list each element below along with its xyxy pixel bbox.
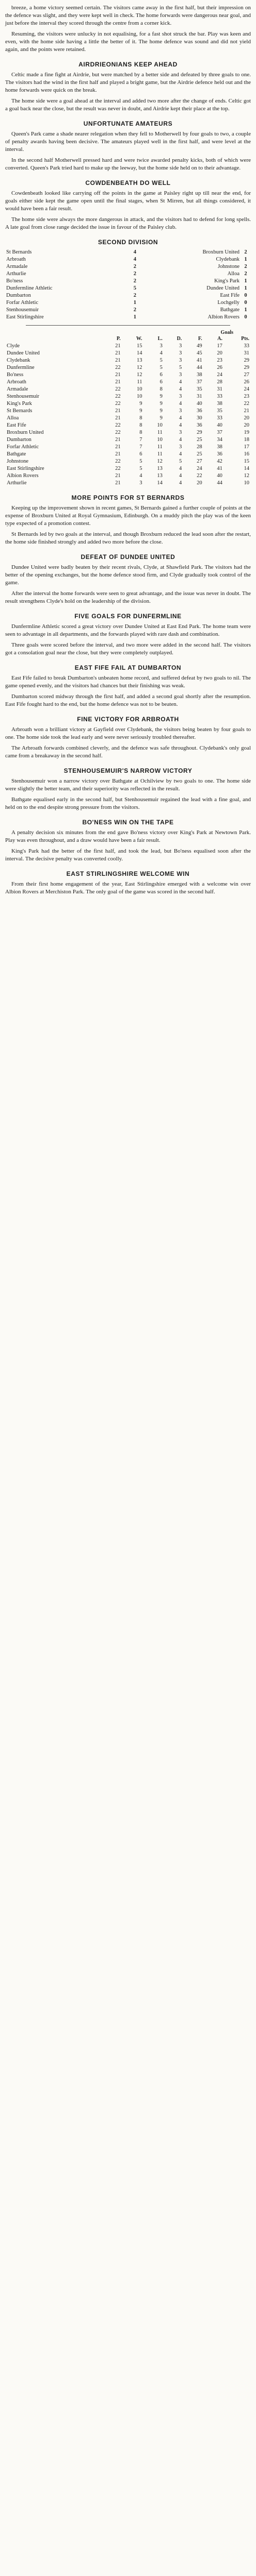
article-section	[5, 494, 251, 546]
team-name: Clydebank	[7, 358, 30, 363]
stat-cell: 36	[197, 408, 202, 414]
league-row	[5, 429, 251, 436]
result-row	[5, 307, 251, 314]
section-heading: EAST FIFE FAIL AT DUMBARTON	[74, 664, 182, 671]
stat-cell: 40	[217, 422, 222, 428]
league-header-cell: Pts.	[241, 336, 249, 342]
away-team: Albion Rovers	[207, 314, 239, 320]
result-row	[5, 249, 251, 256]
stat-cell: 38	[197, 372, 202, 378]
stat-cell: 4	[139, 473, 142, 479]
stat-cell: 10	[137, 394, 142, 399]
stat-cell: 13	[157, 473, 163, 479]
stat-cell: 33	[217, 415, 222, 421]
away-team: Dundee United	[206, 285, 239, 291]
stat-cell: 21	[115, 358, 121, 363]
league-header-cell: D.	[177, 336, 182, 342]
stat-cell: 21	[115, 408, 121, 414]
stat-cell: 3	[179, 372, 182, 378]
section-heading: STENHOUSEMUIR'S NARROW VICTORY	[63, 767, 193, 774]
article-section	[5, 613, 251, 657]
section-heading: FIVE GOALS FOR DUNFERMLINE	[74, 613, 182, 620]
article-paragraph: Stenhousemuir won a narrow victory over Bathgate at Ochilview by two goals to one. The home side were slightly the better team, and their superiority was reflected in the result.	[5, 778, 251, 792]
stat-cell: 4	[179, 386, 182, 392]
stat-cell: 12	[137, 372, 142, 378]
stat-cell: 21	[244, 408, 249, 414]
stat-cell: 20	[244, 415, 249, 421]
away-team: Clydebank	[216, 257, 239, 262]
stat-cell: 10	[244, 480, 249, 486]
stat-cell: 26	[217, 365, 222, 370]
stat-cell: 10	[137, 386, 142, 392]
league-row	[5, 408, 251, 415]
home-team: Forfar Athletic	[6, 300, 39, 306]
stat-cell: 38	[217, 401, 222, 406]
stat-cell: 8	[159, 386, 163, 392]
article-paragraph: Cowdenbeath looked like carrying off the points in the game at Paisley right up till near the end, for goals either side kept the game open until the final stages, when St Mirren, but all things considered, it would have been a fair result.	[5, 190, 251, 212]
result-row	[5, 285, 251, 292]
league-row	[5, 422, 251, 429]
team-name: Alloa	[7, 415, 19, 421]
article-section	[5, 819, 251, 863]
stat-cell: 21	[115, 473, 121, 479]
home-score: 2	[133, 293, 136, 298]
home-team: Arbroath	[6, 257, 26, 262]
stat-cell: 19	[244, 430, 249, 435]
stat-cell: 12	[137, 365, 142, 370]
stat-cell: 3	[179, 394, 182, 399]
stat-cell: 17	[244, 444, 249, 450]
stat-cell: 44	[217, 480, 222, 486]
stat-cell: 22	[115, 430, 121, 435]
home-score: 5	[133, 285, 136, 291]
stat-cell: 29	[244, 365, 249, 370]
home-score: 2	[133, 278, 136, 284]
stat-cell: 8	[139, 415, 142, 421]
home-team: East Stirlingshire	[6, 314, 44, 320]
league-row	[5, 379, 251, 386]
stat-cell: 7	[139, 444, 142, 450]
stat-cell: 3	[179, 343, 182, 349]
stat-cell: 18	[244, 437, 249, 443]
league-row	[5, 458, 251, 465]
stat-cell: 4	[179, 451, 182, 457]
home-score: 4	[133, 249, 136, 255]
stat-cell: 36	[217, 451, 222, 457]
stat-cell: 20	[244, 422, 249, 428]
results-list	[5, 249, 251, 321]
league-row	[5, 480, 251, 487]
article-paragraph: Bathgate equalised early in the second half, but Stenhousemuir regained the lead with a fine goal, and held on to the end despite strong pressure from the visitors.	[5, 796, 251, 810]
stat-cell: 21	[115, 444, 121, 450]
home-score: 2	[133, 271, 136, 277]
article-paragraph: The Arbroath forwards combined cleverly, and the defence was safe throughout. Clydebank's only goal came from a breakaway in the second half.	[5, 745, 251, 759]
league-row	[5, 465, 251, 472]
result-row	[5, 292, 251, 299]
stat-cell: 36	[197, 422, 202, 428]
section-heading: AIRDRIEONIANS KEEP AHEAD	[78, 61, 178, 68]
stat-cell: 4	[179, 473, 182, 479]
section-heading: SECOND DIVISION	[98, 239, 158, 246]
stat-cell: 9	[159, 394, 163, 399]
team-name: Arbroath	[7, 379, 26, 385]
article-section	[5, 553, 251, 605]
stat-cell: 30	[197, 415, 202, 421]
stat-cell: 6	[139, 451, 142, 457]
team-name: Forfar Athletic	[7, 444, 39, 450]
away-team: King's Park	[214, 278, 239, 284]
stat-cell: 22	[197, 473, 202, 479]
home-team: Armadale	[6, 264, 28, 269]
away-score: 0	[244, 314, 247, 320]
stat-cell: 21	[115, 415, 121, 421]
league-row	[5, 350, 251, 357]
article-section	[5, 239, 251, 487]
team-name: Bo'ness	[7, 372, 24, 378]
stat-cell: 3	[159, 343, 163, 349]
stat-cell: 17	[217, 343, 222, 349]
home-team: Bo'ness	[6, 278, 23, 284]
team-name: Broxburn United	[7, 430, 44, 435]
league-row	[5, 444, 251, 451]
section-heading: FINE VICTORY FOR ARBROATH	[77, 716, 179, 723]
stat-cell: 5	[139, 459, 142, 464]
stat-cell: 3	[179, 408, 182, 414]
stat-cell: 22	[115, 459, 121, 464]
stat-cell: 27	[197, 459, 202, 464]
stat-cell: 4	[179, 379, 182, 385]
team-name: Dundee United	[7, 350, 40, 356]
league-row	[5, 393, 251, 400]
stat-cell: 4	[179, 422, 182, 428]
stat-cell: 9	[159, 401, 163, 406]
section-heading: EAST STIRLINGSHIRE WELCOME WIN	[66, 870, 190, 877]
stat-cell: 28	[217, 379, 222, 385]
stat-cell: 21	[115, 350, 121, 356]
stat-cell: 3	[179, 430, 182, 435]
article-paragraph: Celtic made a fine fight at Airdrie, but were matched by a better side and defeated by three goals to one. The visitors had the wind in the first half and played a bright game, but the Airdrie defence held out and the home forwards were quick on the break.	[5, 72, 251, 93]
league-row	[5, 436, 251, 444]
stat-cell: 21	[115, 343, 121, 349]
away-team: Johnstone	[218, 264, 239, 269]
result-row	[5, 299, 251, 307]
stat-cell: 12	[157, 459, 163, 464]
stat-cell: 35	[197, 386, 202, 392]
team-name: St Bernards	[7, 408, 33, 414]
team-name: Stenhousemuir	[7, 394, 39, 399]
home-score: 4	[133, 257, 136, 262]
stat-cell: 41	[197, 358, 202, 363]
stat-cell: 38	[217, 444, 222, 450]
home-score: 1	[133, 300, 136, 306]
stat-cell: 8	[139, 430, 142, 435]
stat-cell: 11	[157, 444, 163, 450]
result-row	[5, 256, 251, 263]
article-paragraph: Resuming, the visitors were unlucky in not equalising, for a fast shot struck the bar. Play was keen and even, with the home side having a little the better of it. The home defence was sound and did not yield again, and the points were retained.	[5, 31, 251, 53]
away-score: 1	[244, 278, 247, 284]
section-heading: UNFORTUNATE AMATEURS	[83, 120, 173, 127]
table-subheading: Goals	[220, 330, 233, 335]
away-score: 1	[244, 257, 247, 262]
stat-cell: 22	[115, 394, 121, 399]
stat-cell: 21	[115, 379, 121, 385]
stat-cell: 14	[244, 466, 249, 471]
league-row	[5, 364, 251, 371]
article-section	[5, 716, 251, 760]
away-score: 2	[244, 271, 247, 277]
article-paragraph: Dunfermline Athletic scored a great victory over Dundee United at East End Park. The home team were seen to advantage in all departments, and the forwards played with rare dash and combination.	[5, 623, 251, 637]
stat-cell: 4	[159, 350, 163, 356]
result-row	[5, 278, 251, 285]
league-header-cell	[5, 335, 102, 343]
stat-cell: 4	[179, 480, 182, 486]
stat-cell: 15	[244, 459, 249, 464]
stat-cell: 16	[244, 451, 249, 457]
stat-cell: 3	[179, 358, 182, 363]
away-team: Broxburn United	[202, 249, 239, 255]
stat-cell: 42	[217, 459, 222, 464]
stat-cell: 22	[115, 422, 121, 428]
league-header-cell: F.	[198, 336, 202, 342]
stat-cell: 6	[159, 379, 163, 385]
article-paragraph: The home side were a goal ahead at the interval and added two more after the change of ends. Celtic got a goal back near the close, but the result was never in doubt, and Airdrie kept their place at the top.	[5, 98, 251, 112]
stat-cell: 14	[137, 350, 142, 356]
divider-rule	[26, 325, 230, 326]
stat-cell: 12	[244, 473, 249, 479]
league-row	[5, 451, 251, 458]
stat-cell: 44	[197, 365, 202, 370]
stat-cell: 5	[139, 466, 142, 471]
league-row	[5, 400, 251, 408]
league-row	[5, 386, 251, 393]
stat-cell: 21	[115, 480, 121, 486]
stat-cell: 21	[115, 437, 121, 443]
stat-cell: 4	[179, 437, 182, 443]
stat-cell: 11	[137, 379, 142, 385]
stat-cell: 6	[159, 372, 163, 378]
stat-cell: 45	[197, 350, 202, 356]
article-paragraph: Arbroath won a brilliant victory at Gayfield over Clydebank, the visitors being beaten by four goals to one. The home side took the lead early and were never seriously troubled thereafter.	[5, 726, 251, 740]
stat-cell: 31	[197, 394, 202, 399]
article-paragraph: East Fife failed to break Dumbarton's unbeaten home record, and suffered defeat by two goals to nil. The game opened evenly, and the visitors had chances but their finishing was weak.	[5, 675, 251, 689]
stat-cell: 5	[159, 358, 163, 363]
section-heading: DEFEAT OF DUNDEE UNITED	[81, 553, 175, 561]
article-paragraph: breeze, a home victory seemed certain. The visitors came away in the first half, but their impression on the defence was slight, and they were kept well in check. The home forwards were dangerous near goal, and just before the interval they scored through the centre from a corner kick.	[5, 5, 251, 26]
home-score: 2	[133, 307, 136, 313]
stat-cell: 37	[217, 430, 222, 435]
league-row	[5, 371, 251, 379]
article-section	[5, 870, 251, 896]
stat-cell: 24	[244, 386, 249, 392]
result-row	[5, 270, 251, 278]
stat-cell: 49	[197, 343, 202, 349]
stat-cell: 20	[217, 350, 222, 356]
home-score: 1	[133, 314, 136, 320]
league-header-cell: P.	[116, 336, 121, 342]
stat-cell: 33	[217, 394, 222, 399]
league-row	[5, 357, 251, 364]
stat-cell: 9	[139, 401, 142, 406]
stat-cell: 22	[115, 365, 121, 370]
article-section	[5, 664, 251, 708]
stat-cell: 4	[179, 466, 182, 471]
stat-cell: 35	[217, 408, 222, 414]
away-score: 2	[244, 264, 247, 269]
section-heading: MORE POINTS FOR ST BERNARDS	[71, 494, 185, 501]
stat-cell: 41	[217, 466, 222, 471]
stat-cell: 25	[197, 451, 202, 457]
stat-cell: 14	[157, 480, 163, 486]
away-score: 0	[244, 300, 247, 306]
team-name: East Stirlingshire	[7, 466, 44, 471]
stat-cell: 5	[179, 459, 182, 464]
home-team: Stenhousemuir	[6, 307, 39, 313]
article-paragraph: King's Park had the better of the first half, and took the lead, but Bo'ness equalised soon after the interval. The decisive penalty was converted coolly.	[5, 848, 251, 862]
home-team: St Bernards	[6, 249, 32, 255]
article-section	[5, 61, 251, 113]
stat-cell: 31	[217, 386, 222, 392]
stat-cell: 10	[157, 437, 163, 443]
stat-cell: 3	[179, 350, 182, 356]
stat-cell: 9	[159, 408, 163, 414]
stat-cell: 23	[244, 394, 249, 399]
stat-cell: 40	[197, 401, 202, 406]
stat-cell: 23	[217, 358, 222, 363]
article-paragraph: From their first home engagement of the year, East Stirlingshire emerged with a welcome win over Albion Rovers at Merchiston Park. The only goal of the game was scored in the second half.	[5, 881, 251, 895]
article-section	[5, 4, 251, 54]
stat-cell: 24	[197, 466, 202, 471]
result-row	[5, 263, 251, 270]
article-section	[5, 179, 251, 231]
article-section	[5, 120, 251, 172]
team-name: Dunfermline	[7, 365, 35, 370]
result-row	[5, 314, 251, 321]
team-name: King's Park	[7, 401, 32, 406]
article-paragraph: Dumbarton scored midway through the first half, and added a second goal shortly after the resumption. East Fife fought hard to the end, but the home defence was not to be beaten.	[5, 693, 251, 707]
stat-cell: 22	[115, 401, 121, 406]
article-section	[5, 767, 251, 811]
article-paragraph: Queen's Park came a shade nearer relegation when they fell to Motherwell by four goals to two, a couple of penalty awards having been decisive. The amateurs played well in the first half, and were level at the interval.	[5, 131, 251, 152]
stat-cell: 29	[244, 358, 249, 363]
stat-cell: 22	[244, 401, 249, 406]
away-team: Bathgate	[220, 307, 239, 313]
stat-cell: 26	[244, 379, 249, 385]
home-team: Dunfermline Athletic	[6, 285, 53, 291]
away-team: Lochgelly	[217, 300, 239, 306]
article-paragraph: St Bernards led by two goals at the interval, and though Broxburn reduced the lead soon after the restart, the home side finished strongly and added two more before the close.	[5, 531, 251, 545]
article-paragraph: The home side were always the more dangerous in attack, and the visitors had to defend for long spells. A late goal from close range decided the issue in favour of the Paisley club.	[5, 216, 251, 230]
article-paragraph: Dundee United were badly beaten by their recent rivals, Clyde, at Shawfield Park. The visitors had the better of the opening exchanges, but the home defence stood firm, and Clyde gradually took control of the game.	[5, 564, 251, 586]
article-paragraph: A penalty decision six minutes from the end gave Bo'ness victory over King's Park at Newtown Park. Play was even throughout, and a draw would have been a fair result.	[5, 829, 251, 843]
stat-cell: 15	[137, 343, 142, 349]
stat-cell: 40	[217, 473, 222, 479]
team-name: Bathgate	[7, 451, 26, 457]
article-paragraph: Three goals were scored before the interval, and two more were added in the second half. The visitors got a consolation goal near the close, but they were completely outplayed.	[5, 642, 251, 656]
stat-cell: 31	[244, 350, 249, 356]
stat-cell: 28	[197, 444, 202, 450]
stat-cell: 20	[197, 480, 202, 486]
stat-cell: 9	[159, 415, 163, 421]
stat-cell: 37	[197, 379, 202, 385]
stat-cell: 13	[137, 358, 142, 363]
stat-cell: 4	[179, 401, 182, 406]
stat-cell: 21	[115, 451, 121, 457]
team-name: Albion Rovers	[7, 473, 39, 479]
article-paragraph: In the second half Motherwell pressed hard and were twice awarded penalty kicks, both of which were converted. Queen's Park tried hard to make up the leeway, but the home side held on to their advantage.	[5, 157, 251, 171]
stat-cell: 3	[179, 444, 182, 450]
stat-cell: 5	[179, 365, 182, 370]
stat-cell: 11	[157, 451, 163, 457]
stat-cell: 4	[179, 415, 182, 421]
away-score: 1	[244, 307, 247, 313]
stat-cell: 27	[244, 372, 249, 378]
league-table	[5, 335, 251, 487]
stat-cell: 10	[157, 422, 163, 428]
away-team: Alloa	[227, 271, 239, 277]
stat-cell: 22	[115, 466, 121, 471]
league-row	[5, 415, 251, 422]
league-row	[5, 472, 251, 480]
section-heading: COWDENBEATH DO WELL	[85, 179, 171, 187]
team-name: East Fife	[7, 422, 26, 428]
league-header-cell: A.	[217, 336, 222, 342]
away-team: East Fife	[220, 293, 239, 298]
away-score: 0	[244, 293, 247, 298]
stat-cell: 5	[159, 365, 163, 370]
away-score: 1	[244, 285, 247, 291]
away-score: 2	[244, 249, 247, 255]
team-name: Johnstone	[7, 459, 28, 464]
stat-cell: 33	[244, 343, 249, 349]
league-row	[5, 343, 251, 350]
stat-cell: 34	[217, 437, 222, 443]
article-paragraph: After the interval the home forwards were seen to great advantage, and the issue was never in doubt. The result strengthens Clyde's hold on the leadership of the division.	[5, 590, 251, 604]
section-heading: BO'NESS WIN ON THE TAPE	[82, 819, 174, 826]
home-team: Arthurlie	[6, 271, 26, 277]
league-header-cell: W.	[136, 336, 142, 342]
stat-cell: 3	[139, 480, 142, 486]
stat-cell: 8	[139, 422, 142, 428]
team-name: Dumbarton	[7, 437, 31, 443]
home-team: Dumbarton	[6, 293, 31, 298]
article-paragraph: Keeping up the improvement shown in recent games, St Bernards gained a further couple of points at the expense of Broxburn United at Royal Gymnasium, Edinburgh. On a muddy pitch the play was of the keen type expected of a promotion contest.	[5, 505, 251, 527]
team-name: Clyde	[7, 343, 20, 349]
stat-cell: 7	[139, 437, 142, 443]
stat-cell: 22	[115, 386, 121, 392]
league-header-row	[5, 335, 251, 343]
stat-cell: 9	[139, 408, 142, 414]
home-score: 2	[133, 264, 136, 269]
stat-cell: 25	[197, 437, 202, 443]
stat-cell: 13	[157, 466, 163, 471]
team-name: Arthurlie	[7, 480, 27, 486]
league-header-cell: L.	[157, 336, 163, 342]
team-name: Armadale	[7, 386, 28, 392]
stat-cell: 24	[217, 372, 222, 378]
stat-cell: 21	[115, 372, 121, 378]
stat-cell: 11	[157, 430, 163, 435]
stat-cell: 29	[197, 430, 202, 435]
